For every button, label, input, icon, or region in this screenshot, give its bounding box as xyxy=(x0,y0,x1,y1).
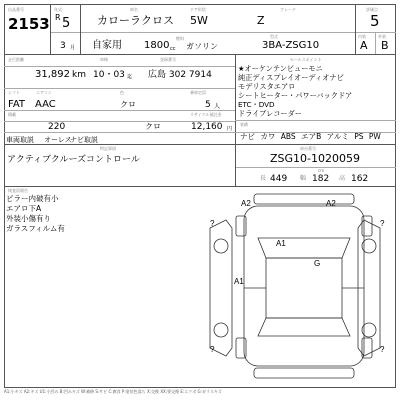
roof xyxy=(266,258,342,318)
header-divider xyxy=(4,54,396,55)
windshield xyxy=(258,238,350,258)
doors: 5W xyxy=(190,14,208,27)
lot-col-line xyxy=(50,4,51,54)
year-label: 年式 xyxy=(54,7,62,12)
mileage-unit: km xyxy=(72,70,86,80)
score-col-line xyxy=(355,4,356,54)
options-bottom xyxy=(4,186,396,187)
lot-number: 2153 xyxy=(8,15,50,33)
options-col-line xyxy=(235,144,236,186)
era: R xyxy=(55,13,61,22)
options-text: アクティブクルーズコントロール xyxy=(7,155,140,165)
model: 3BA-ZSG10 xyxy=(262,40,320,51)
sales-point: 純正ディスプレイオーディオナビ xyxy=(238,73,344,82)
frame-left xyxy=(4,4,5,388)
mileage-label: 走行距離 xyxy=(8,57,24,62)
year: 5 xyxy=(62,16,71,31)
mark-q4: ? xyxy=(380,345,385,354)
mark-roof: G xyxy=(314,259,321,268)
inspection: 10・03 xyxy=(93,70,125,80)
ac-label: エアコン xyxy=(36,90,52,95)
sales-points-list xyxy=(238,64,394,118)
cc-unit: cc xyxy=(170,46,176,52)
equipment-label: 装備 xyxy=(240,122,248,127)
inspection-label: 車検 xyxy=(100,57,108,62)
month: 3 xyxy=(60,41,66,51)
notes-list xyxy=(6,194,196,234)
rear-bumper xyxy=(254,368,354,378)
interior-label: 内装 xyxy=(358,34,366,39)
chassis-number: ZSG10-1020059 xyxy=(270,152,360,165)
sales-point: ETC・DVD xyxy=(238,100,275,109)
left-side-view xyxy=(210,220,232,356)
front-left-tire xyxy=(236,216,246,236)
exterior: B xyxy=(381,39,389,52)
score: 5 xyxy=(370,12,380,30)
sales-point: モデリスタエアロ xyxy=(238,82,296,91)
spec-right-col xyxy=(235,54,236,144)
spec-row-2 xyxy=(4,88,235,89)
mark-q1: ? xyxy=(210,219,215,228)
load-unit: クロ xyxy=(145,122,161,131)
width-label: 幅 xyxy=(300,175,307,182)
manual-a: オーレス xyxy=(44,136,72,144)
equipment-abs: ABS xyxy=(280,132,296,141)
note-item: ピラー内破有小 xyxy=(6,194,59,203)
month-unit: 月 xyxy=(70,45,76,51)
interior: A xyxy=(360,39,368,52)
fuel: ガソリン xyxy=(186,42,218,51)
equipment-leather: カワ xyxy=(260,132,276,141)
front-bumper xyxy=(254,194,354,204)
manual-b: ナビ取説 xyxy=(70,136,98,144)
length: 449 xyxy=(270,174,288,184)
mark-front-right: A2 xyxy=(326,199,336,208)
frame-top xyxy=(4,4,396,5)
fuel-label: 燃料 xyxy=(176,36,184,41)
era-col-line xyxy=(80,4,81,54)
sales-point: シートヒーター・パワーバックドア xyxy=(238,91,353,100)
color-label: 色 xyxy=(120,90,124,95)
dim-unit: cm xyxy=(318,168,325,173)
front-right-tire xyxy=(362,216,372,236)
exterior-label: 外装 xyxy=(378,34,386,39)
color: クロ xyxy=(120,100,136,109)
score-label: 評価点 xyxy=(366,7,378,12)
displacement: 1800 xyxy=(144,40,170,51)
manual-label: 車両取説 xyxy=(6,136,34,144)
plate-label: 登録番号 xyxy=(160,57,176,62)
mileage: 31,892 xyxy=(35,69,70,80)
sales-point: ★オーケンテンビューモニ xyxy=(238,64,323,73)
sales-point: ドライブレコーダー xyxy=(238,109,302,118)
price-unit: 円 xyxy=(227,126,233,132)
model-label: 型式 xyxy=(270,34,278,39)
grade-label: グレード xyxy=(280,7,296,12)
width: 182 xyxy=(312,174,330,184)
seats-label: 乗車定員 xyxy=(190,90,206,95)
mark-q3: ? xyxy=(210,345,215,354)
transmission-label: シフト xyxy=(8,90,20,95)
note-item: 外装小傷有り xyxy=(6,214,51,223)
sales-bottom xyxy=(235,120,396,121)
footer-legend: A1:小キズ A2:キズ U1:小凹み B:凹みキズ W:補修 S:サビ C:腐食 P:塗装色落ち X:交換 XX:要交換 E:エクボ G:ガラスキズ xyxy=(4,389,222,394)
lot-label: 出品番号 xyxy=(8,7,24,12)
frame-right xyxy=(395,4,396,388)
note-item: エアロ下A xyxy=(6,204,42,213)
car-name-label: 車名 xyxy=(130,7,138,12)
inspection-suffix: 迄 xyxy=(127,74,133,80)
height: 162 xyxy=(351,174,369,184)
price-label: リサイクル預託金 xyxy=(190,112,222,117)
equipment-row xyxy=(240,131,381,142)
chassis-label: 車台番号 xyxy=(300,146,316,151)
equipment-navi: ナビ xyxy=(240,132,255,141)
use: 自家用 xyxy=(92,40,122,51)
ie-split-line xyxy=(375,32,376,54)
ac: AAC xyxy=(35,99,56,110)
load-value: 220 xyxy=(48,122,66,132)
note-item: ガラスフィルム有 xyxy=(6,224,65,233)
price: 12,160 xyxy=(191,122,223,132)
equipment-ps: PS xyxy=(354,132,364,141)
mark-q2: ? xyxy=(380,219,385,228)
grade: Z xyxy=(257,14,265,27)
spec-row-1 xyxy=(4,66,235,67)
plate: 広島 302 7914 xyxy=(148,70,212,80)
length-label: 長 xyxy=(260,175,267,182)
sales-points-label: セールスポイント xyxy=(290,57,322,62)
height-label: 高 xyxy=(339,175,346,182)
left-rear-wheel xyxy=(214,323,228,337)
transmission: FAT xyxy=(8,99,26,110)
load-label: 積載 xyxy=(8,112,16,117)
notes-label: 検査員報告 xyxy=(8,188,28,193)
seats-unit: 人 xyxy=(214,103,221,110)
car-name: カローラクロス xyxy=(97,14,174,27)
doors-label: ドア形状 xyxy=(190,7,206,12)
left-front-wheel xyxy=(214,239,228,253)
equipment-airbag: エアB xyxy=(301,132,322,141)
mark-left-door: A1 xyxy=(234,277,244,286)
mark-windshield: A1 xyxy=(276,239,286,248)
rear-window xyxy=(258,318,350,336)
body-outline xyxy=(244,206,364,366)
car-damage-diagram xyxy=(196,188,394,386)
equipment-pw: PW xyxy=(368,132,381,141)
chassis-underline xyxy=(236,167,396,168)
equipment-alloy: アルミ xyxy=(326,132,349,141)
frame-bottom xyxy=(4,387,396,388)
mark-front-left: A2 xyxy=(241,199,251,208)
header-inner-line xyxy=(50,32,396,33)
options-label: 特記事項 xyxy=(100,146,116,151)
seats: 5 xyxy=(205,100,211,110)
